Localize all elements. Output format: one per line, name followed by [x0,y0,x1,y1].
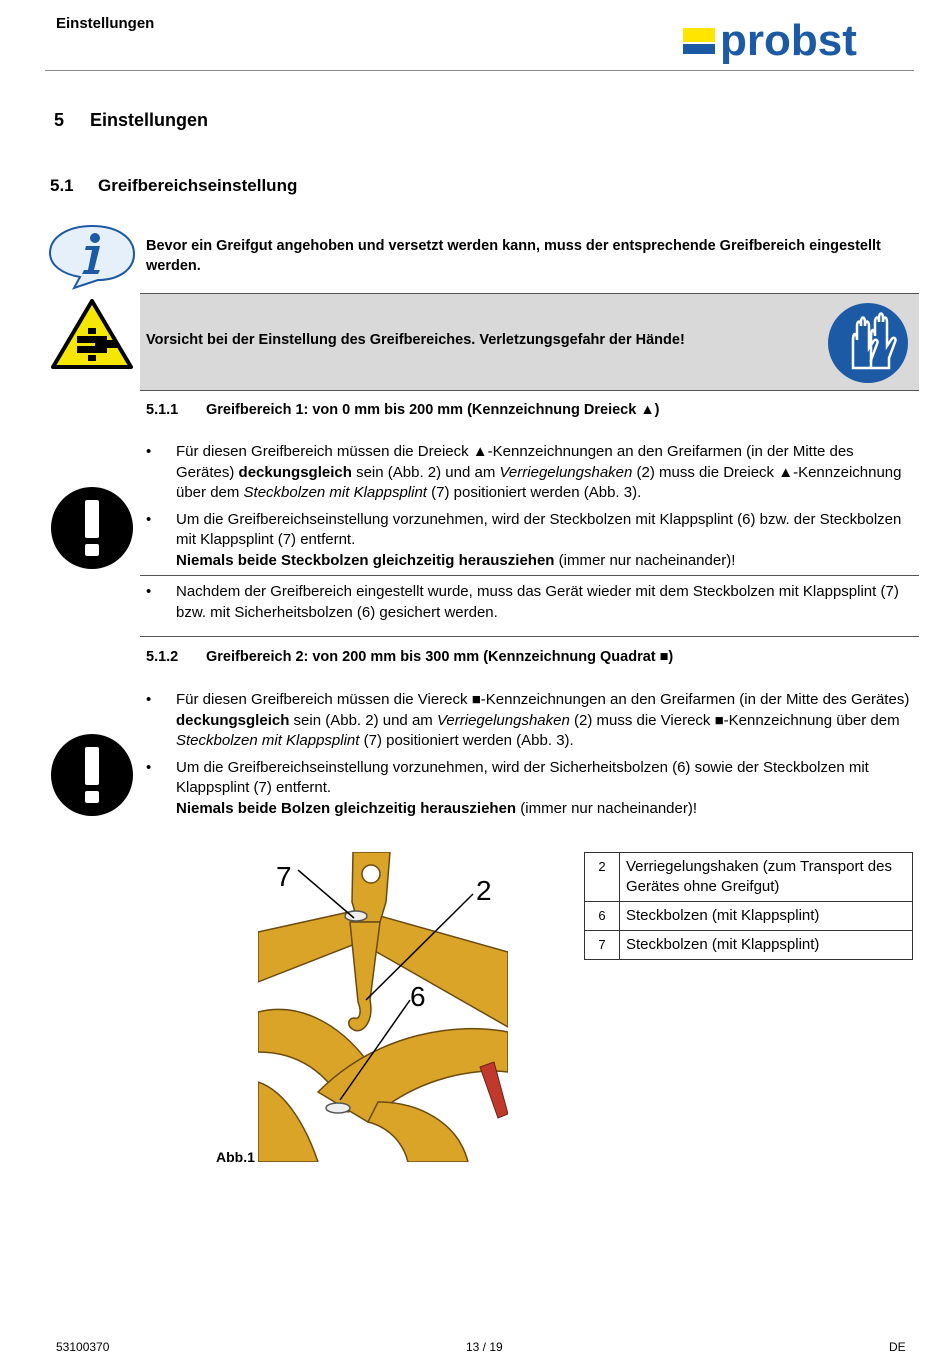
table-row [585,931,913,960]
list-item: • Nachdem der Greifbereich eingestellt wurde, muss das Gerät wieder mit dem Steckbolzen mit Klappsplint (7) bzw. mit Sicherheitsbolzen (6) gesichert werden. [146,582,916,623]
legend-num: 7 [585,931,620,960]
s511-final-bullet [146,582,916,623]
footer-page-number: 13 / 19 [466,1340,503,1354]
header-divider [45,70,914,71]
table-row [585,853,913,902]
divider [140,575,919,576]
footer-doc-number: 53100370 [56,1340,110,1354]
list-item: • Für diesen Greifbereich müssen die Dreieck ▲-Kennzeichnungen an den Greifarmen (in der Mitte des Gerätes) deckungsgleich sein (Abb. 2) und am Verriegelungshaken (2) muss die Dreieck ▲-Kennzeichnung über dem Steckbolzen mit Klappsplint (7) positioniert werden (Abb. 3). [146,442,916,504]
callout-7: 7 [276,861,292,892]
s512-title: Greifbereich 2: von 200 mm bis 300 mm (Kennzeichnung Quadrat ■) [206,649,674,665]
section-title: Einstellungen [90,110,209,130]
logo-text: probst [720,18,857,65]
legend-text: Steckbolzen (mit Klappsplint) [620,902,913,931]
section-number: 5 [54,110,65,130]
wear-gloves-icon [827,302,909,384]
subsection-title: Greifbereichseinstellung [98,176,298,195]
legend-text: Verriegelungshaken (zum Transport des Gerätes ohne Greifgut) [620,853,913,902]
info-icon [48,222,136,290]
probst-logo [680,18,910,68]
s512-bullets [146,690,916,819]
crush-hazard-warning-icon [50,298,134,370]
exclamation-icon [50,486,134,570]
table-row [585,902,913,931]
legend-num: 6 [585,902,620,931]
list-item: • Um die Greifbereichseinstellung vorzunehmen, wird der Steckbolzen mit Klappsplint (6) bzw. der Steckbolzen mit Klappsplint (7) entfernt. Niemals beide Steckbolzen gleichzeitig herausziehen (immer nur nacheinander)! [146,510,916,572]
info-text: Bevor ein Greifgut angehoben und versetzt werden kann, muss der entsprechende Greifbereich eingestellt werden. [146,238,881,274]
subsection-number: 5.1 [50,176,74,195]
exclamation-icon [50,733,134,817]
legend-num: 2 [585,853,620,902]
header-title: Einstellungen [56,15,155,32]
s511-number: 5.1.1 [146,402,179,418]
legend-table [584,852,913,960]
list-item: • Um die Greifbereichseinstellung vorzunehmen, wird der Sicherheitsbolzen (6) sowie der Steckbolzen mit Klappsplint (7) entfernt. Niemals beide Bolzen gleichzeitig herausziehen (immer nur nacheinander)! [146,758,916,820]
s512-number: 5.1.2 [146,649,179,665]
s511-bullets [146,442,916,571]
callout-2: 2 [476,875,492,906]
legend-text: Steckbolzen (mit Klappsplint) [620,931,913,960]
warning-text: Vorsicht bei der Einstellung des Greifbereiches. Verletzungsgefahr der Hände! [146,332,685,348]
list-item: • Für diesen Greifbereich müssen die Viereck ■-Kennzeichnungen an den Greifarmen (in der Mitte des Gerätes) deckungsgleich sein (Abb. 2) und am Verriegelungshaken (2) muss die Viereck ■-Kennzeichnung über dem Steckbolzen mit Klappsplint (7) positioniert werden (Abb. 3). [146,690,916,752]
figure-label: Abb.1 [216,1149,255,1165]
s511-title: Greifbereich 1: von 0 mm bis 200 mm (Kennzeichnung Dreieck ▲) [206,402,660,418]
figure-gripper-illustration [258,852,508,1162]
footer-language: DE [889,1340,906,1354]
callout-6: 6 [410,981,426,1012]
divider [140,636,919,637]
